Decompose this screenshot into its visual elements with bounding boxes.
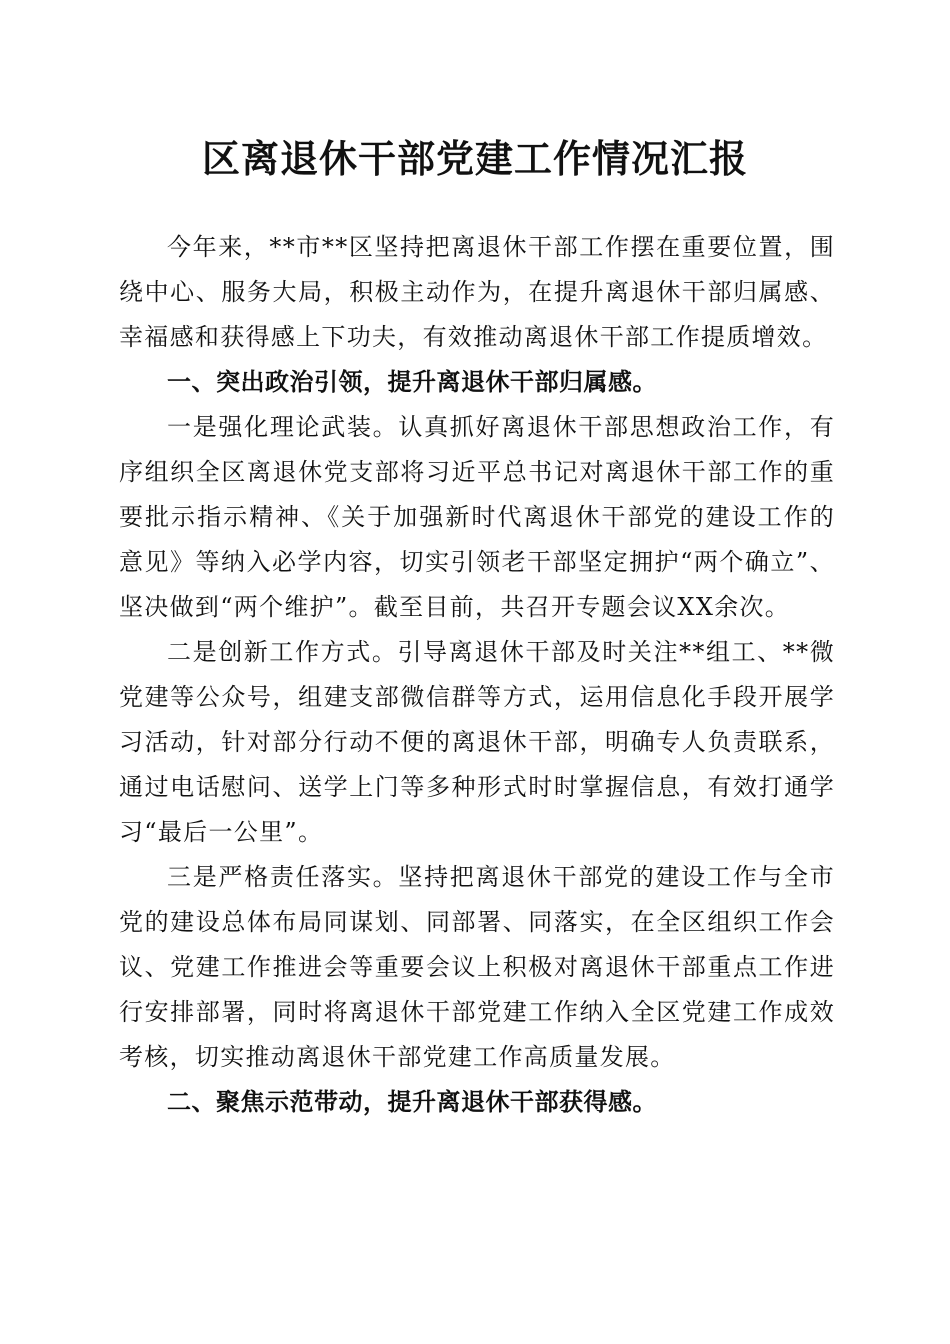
section-1-item-2 [119, 630, 835, 855]
section-2-heading: 二、聚焦示范带动，提升离退休干部获得感。 [167, 1088, 657, 1116]
item-text: 引导离退休干部及时关注**组工、**微党建等公众号，组建支部微信群等方式，运用信息化手段开展学习活动，针对部分行动不便的离退休干部，明确专人负责联系，通过电话慰问、送学上门等多种形式时时掌握信息，有效打通学习“最后一公里”。 [119, 638, 835, 846]
section-1-item-1 [119, 405, 835, 630]
item-text: 坚持把离退休干部党的建设工作与全市党的建设总体布局同谋划、同部署、同落实，在全区组织工作会议、党建工作推进会等重要会议上积极对离退休干部重点工作进行安排部署，同时将离退休干部党建工作纳入全区党建工作成效考核，切实推动离退休干部党建工作高质量发展。 [119, 863, 835, 1071]
item-lead: 三是严格责任落实。 [167, 863, 399, 891]
item-text: 认真抓好离退休干部思想政治工作，有序组织全区离退休党支部将习近平总书记对离退休干部工作的重要批示指示精神、《关于加强新时代离退休干部党的建设工作的意见》等纳入必学内容，切实引领老干部坚定拥护“两个确立”、坚决做到“两个维护”。截至目前，共召开专题会议XX余次。 [119, 413, 835, 621]
document-body [119, 225, 835, 1125]
document-title: 区离退休干部党建工作情况汇报 [201, 137, 748, 181]
item-lead: 一是强化理论武装。 [167, 413, 399, 441]
intro-paragraph: 今年来，**市**区坚持把离退休干部工作摆在重要位置，围绕中心、服务大局，积极主动作为，在提升离退休干部归属感、幸福感和获得感上下功夫，有效推动离退休干部工作提质增效。 [119, 233, 835, 351]
section-1-heading: 一、突出政治引领，提升离退休干部归属感。 [167, 368, 657, 396]
item-lead: 二是创新工作方式。 [167, 638, 398, 666]
section-1-item-3 [119, 855, 835, 1080]
